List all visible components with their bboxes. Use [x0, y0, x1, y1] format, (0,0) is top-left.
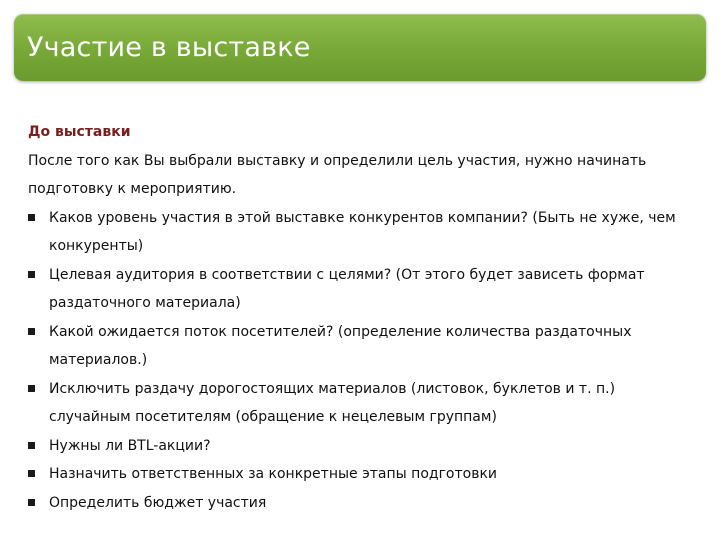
bullet-square-icon	[28, 470, 35, 477]
list-item	[28, 204, 700, 261]
list-item	[28, 261, 700, 318]
slide-title: Участие в выставке	[27, 32, 311, 63]
list-item-text: Каков уровень участия в этой выставке конкурентов компании? (Быть не хуже, чем конкуренты)	[49, 209, 676, 254]
list-item-text: Исключить раздачу дорогостоящих материалов (листовок, буклетов и т. п.) случайным посетителям (обращение к нецелевым группам)	[49, 380, 616, 425]
bullet-list	[28, 204, 700, 518]
intro-paragraph: После того как Вы выбрали выставку и определили цель участия, нужно начинать подготовку к мероприятию.	[28, 152, 647, 197]
list-item	[28, 432, 700, 461]
bullet-square-icon	[28, 271, 35, 278]
bullet-square-icon	[28, 442, 35, 449]
list-item	[28, 460, 700, 489]
section-heading: До выставки	[28, 124, 131, 140]
bullet-square-icon	[28, 328, 35, 335]
bullet-square-icon	[28, 214, 35, 221]
slide-title-bar	[14, 14, 706, 81]
list-item-text: Определить бюджет участия	[49, 494, 267, 511]
list-item	[28, 489, 700, 518]
list-item	[28, 318, 700, 375]
list-item-text: Нужны ли BTL-акции?	[49, 437, 211, 454]
list-item-text: Какой ожидается поток посетителей? (определение количества раздаточных материалов.)	[49, 323, 632, 368]
slide-content	[28, 118, 700, 517]
bullet-square-icon	[28, 385, 35, 392]
list-item	[28, 375, 700, 432]
list-item-text: Целевая аудитория в соответствии с целями? (От этого будет зависеть формат раздаточного материала)	[49, 266, 645, 311]
list-item-text: Назначить ответственных за конкретные этапы подготовки	[49, 466, 498, 482]
bullet-square-icon	[28, 499, 35, 506]
